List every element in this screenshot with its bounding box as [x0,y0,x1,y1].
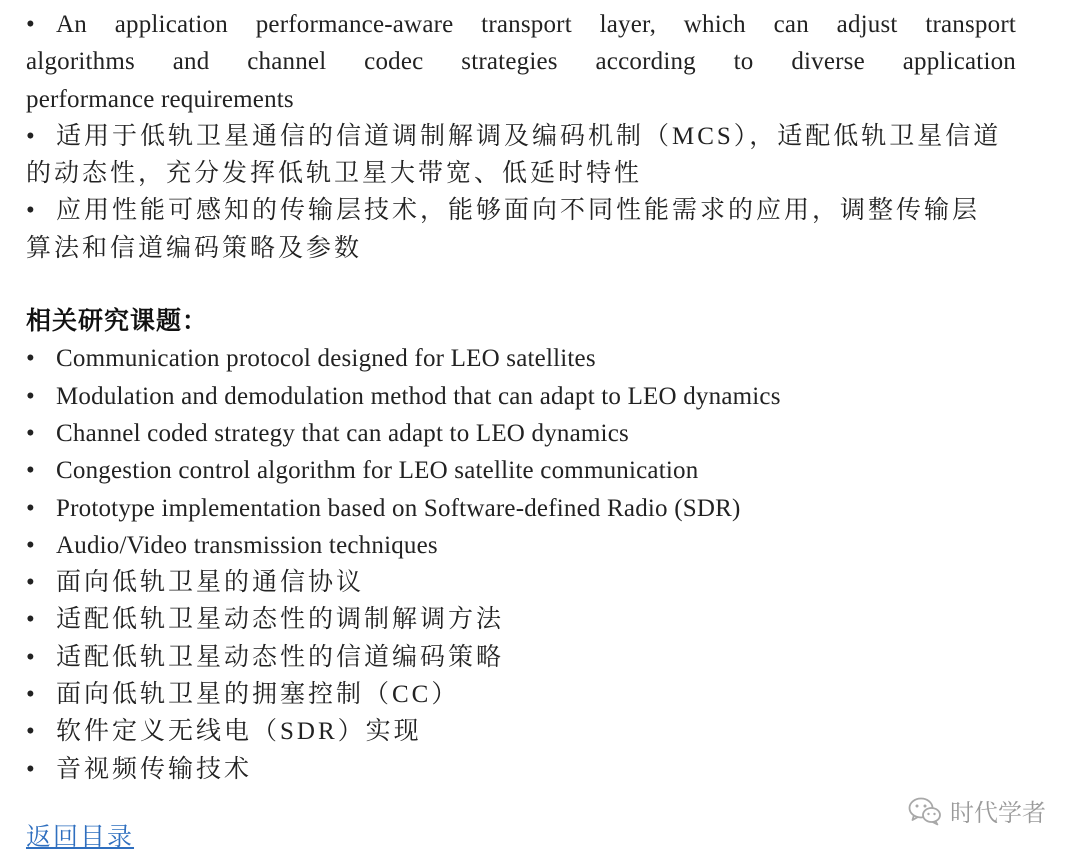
spacer [26,267,1016,303]
list-item-text: algorithms and channel codec strategies according to diverse application [26,48,1016,76]
list-item-text: 算法和信道编码策略及参数 [26,234,363,262]
list-item-line [26,6,1016,43]
list-item-line [26,192,1016,229]
list-item-text: 适配低轨卫星动态性的信道编码策略 [56,643,505,671]
bullet: • [26,345,35,373]
list-item [26,564,1016,601]
list-item [26,340,1016,377]
bullet: • [26,681,38,709]
list-item-text: 软件定义无线电（SDR）实现 [56,718,422,746]
list-item [26,601,1016,638]
bullet: • [26,755,38,783]
list-item-text: 适用于低轨卫星通信的信道调制解调及编码机制（MCS），适配低轨卫星信道 [56,122,1002,150]
list-item-text: 适配低轨卫星动态性的调制解调方法 [56,606,505,634]
bullet: • [26,643,38,671]
list-item-text: Prototype implementation based on Software-defined Radio (SDR) [56,494,741,522]
list-item-text: An application performance-aware transport layer, which can adjust transport [56,11,1016,38]
list-item-text: performance requirements [26,85,294,113]
list-item [26,676,1016,713]
list-item-text: 应用性能可感知的传输层技术，能够面向不同性能需求的应用，调整传输层 [56,197,981,225]
list-item-line [26,118,1016,155]
section-heading: 相关研究课题： [26,308,209,336]
bullet: • [26,718,38,746]
list-item-text: Congestion control algorithm for LEO satellite communication [56,457,699,485]
list-item [26,415,1016,452]
bullet: • [26,457,35,485]
list-item [26,490,1016,527]
bullet: • [26,531,35,559]
list-item [26,452,1016,489]
back-to-contents-link[interactable]: 返回目录 [26,824,135,851]
list-item [26,118,1016,193]
bullet: • [26,197,38,225]
list-item-text: 的动态性，充分发挥低轨卫星大带宽、低延时特性 [26,160,643,188]
bullet: • [26,11,35,38]
watermark-text: 时代学者 [950,799,1046,827]
list-item-text: 面向低轨卫星的拥塞控制（CC） [56,681,460,709]
list-item [26,6,1016,118]
bullet: • [26,382,35,410]
bullet: • [26,122,38,150]
list-item [26,192,1016,267]
list-item-text: Audio/Video transmission techniques [56,531,438,559]
topics-list [26,340,1016,788]
bullet: • [26,606,38,634]
wechat-icon [908,796,942,826]
list-item [26,751,1016,788]
list-item [26,713,1016,750]
bullet: • [26,419,35,447]
list-item [26,378,1016,415]
document-body [26,6,1016,788]
bullet: • [26,569,38,597]
list-item-text: Modulation and demodulation method that can adapt to LEO dynamics [56,382,781,410]
list-item-text: Channel coded strategy that can adapt to LEO dynamics [56,419,629,447]
list-item-text: 面向低轨卫星的通信协议 [56,569,365,597]
list-item-text: Communication protocol designed for LEO satellites [56,345,596,373]
bullet: • [26,494,35,522]
list-item [26,527,1016,564]
list-item [26,639,1016,676]
list-item-text: 音视频传输技术 [56,755,253,783]
watermark [908,793,1046,828]
